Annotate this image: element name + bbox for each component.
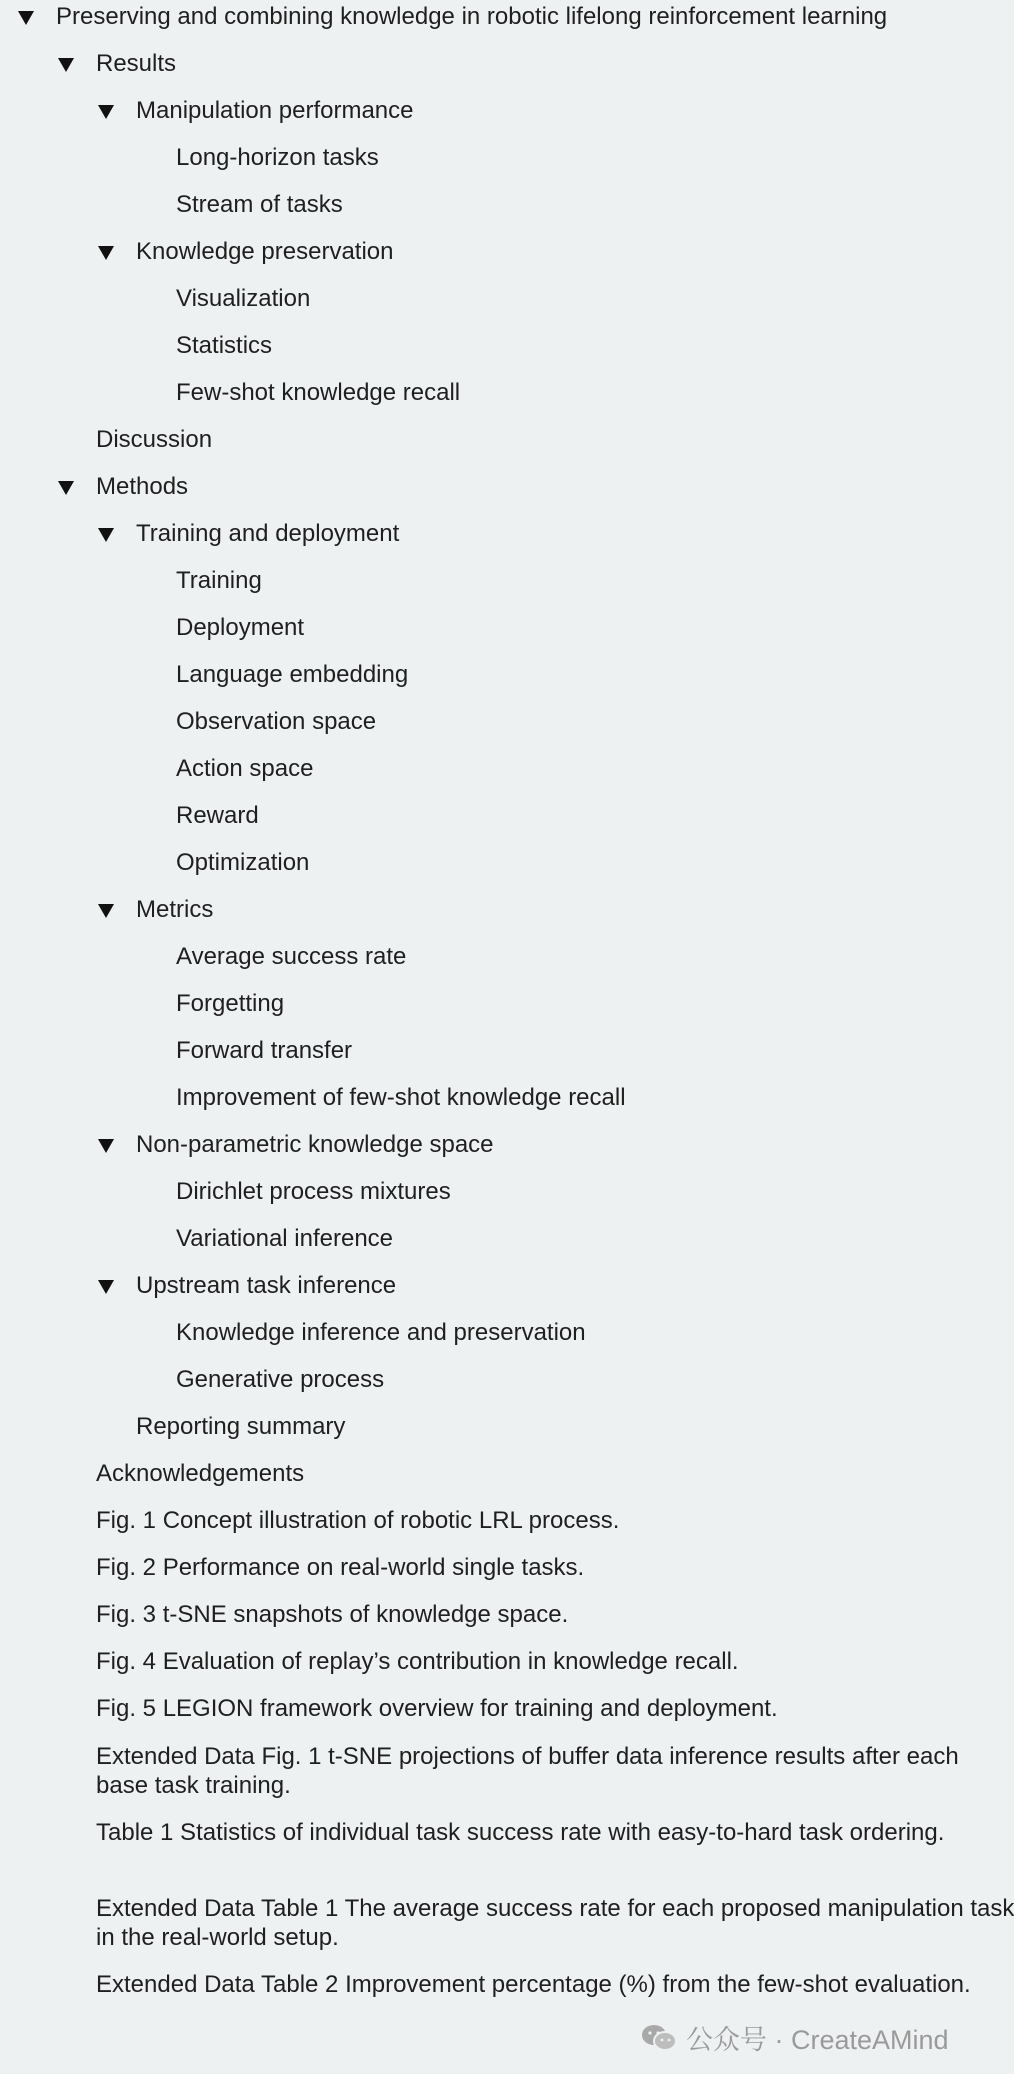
toc-item-results[interactable]: Results xyxy=(96,50,177,77)
toc-item-dirichlet-process-mixtures[interactable]: Dirichlet process mixtures xyxy=(176,1178,451,1205)
toc-item-training-and-deployment[interactable]: Training and deployment xyxy=(136,520,400,547)
toc-item-ext-table2[interactable]: Extended Data Table 2 Improvement percentage (%) from the few-shot evaluation. xyxy=(96,1971,971,1998)
toc-item-fig1[interactable]: Fig. 1 Concept illustration of robotic LRL process. xyxy=(96,1507,620,1534)
toc-item-knowledge-inference-and-preservation[interactable]: Knowledge inference and preservation xyxy=(176,1319,586,1346)
toc-item-stream-of-tasks[interactable]: Stream of tasks xyxy=(176,191,343,218)
collapse-triangle-icon[interactable] xyxy=(98,528,114,542)
toc-item-generative-process[interactable]: Generative process xyxy=(176,1366,385,1393)
collapse-triangle-icon[interactable] xyxy=(18,11,34,25)
toc-item-forward-transfer[interactable]: Forward transfer xyxy=(176,1037,353,1064)
collapse-triangle-icon[interactable] xyxy=(98,105,114,119)
toc-item-long-horizon-tasks[interactable]: Long-horizon tasks xyxy=(176,144,379,171)
wechat-icon xyxy=(640,2023,678,2053)
toc-item-manipulation-performance[interactable]: Manipulation performance xyxy=(136,97,414,124)
toc-item-discussion[interactable]: Discussion xyxy=(96,426,213,453)
toc-item-training[interactable]: Training xyxy=(176,567,262,594)
toc-item-methods[interactable]: Methods xyxy=(96,473,189,500)
toc-item-table1[interactable]: Table 1 Statistics of individual task success rate with easy-to-hard task ordering. xyxy=(96,1819,945,1846)
toc-item-knowledge-preservation[interactable]: Knowledge preservation xyxy=(136,238,394,265)
toc-item-deployment[interactable]: Deployment xyxy=(176,614,305,641)
toc-item-non-parametric-knowledge-space[interactable]: Non-parametric knowledge space xyxy=(136,1131,494,1158)
watermark xyxy=(640,2018,949,2057)
collapse-triangle-icon[interactable] xyxy=(58,481,74,495)
toc-item-action-space[interactable]: Action space xyxy=(176,755,314,782)
toc-item-title[interactable]: Preserving and combining knowledge in robotic lifelong reinforcement learning xyxy=(56,3,888,30)
collapse-triangle-icon[interactable] xyxy=(98,246,114,260)
toc-item-reporting-summary[interactable]: Reporting summary xyxy=(136,1413,346,1440)
collapse-triangle-icon[interactable] xyxy=(98,1139,114,1153)
toc-item-ext-fig1[interactable]: Extended Data Fig. 1 t-SNE projections of buffer data inference results after each base task training. xyxy=(96,1743,959,1799)
toc-item-visualization[interactable]: Visualization xyxy=(176,285,311,312)
toc-item-forgetting[interactable]: Forgetting xyxy=(176,990,285,1017)
toc-item-average-success-rate[interactable]: Average success rate xyxy=(176,943,407,970)
toc-item-metrics[interactable]: Metrics xyxy=(136,896,214,923)
toc-item-few-shot-knowledge-recall[interactable]: Few-shot knowledge recall xyxy=(176,379,461,406)
collapse-triangle-icon[interactable] xyxy=(98,1280,114,1294)
toc-item-language-embedding[interactable]: Language embedding xyxy=(176,661,409,688)
toc-item-upstream-task-inference[interactable]: Upstream task inference xyxy=(136,1272,397,1299)
toc-item-fig4[interactable]: Fig. 4 Evaluation of replay’s contribution in knowledge recall. xyxy=(96,1648,739,1675)
toc-item-statistics[interactable]: Statistics xyxy=(176,332,273,359)
toc-item-fig5[interactable]: Fig. 5 LEGION framework overview for training and deployment. xyxy=(96,1695,778,1722)
toc-item-optimization[interactable]: Optimization xyxy=(176,849,310,876)
toc-item-reward[interactable]: Reward xyxy=(176,802,259,829)
toc-item-improvement-few-shot[interactable]: Improvement of few-shot knowledge recall xyxy=(176,1084,626,1111)
toc-item-fig3[interactable]: Fig. 3 t-SNE snapshots of knowledge space. xyxy=(96,1601,569,1628)
toc-item-variational-inference[interactable]: Variational inference xyxy=(176,1225,394,1252)
toc-item-observation-space[interactable]: Observation space xyxy=(176,708,377,735)
collapse-triangle-icon[interactable] xyxy=(98,904,114,918)
toc-item-ext-table1[interactable]: Extended Data Table 1 The average success rate for each proposed manipulation task in the real-world setup. xyxy=(96,1895,1014,1951)
toc-item-fig2[interactable]: Fig. 2 Performance on real-world single tasks. xyxy=(96,1554,585,1581)
watermark-text: 公众号 · CreateAMind xyxy=(686,2025,949,2055)
collapse-triangle-icon[interactable] xyxy=(58,58,74,72)
toc-item-acknowledgements[interactable]: Acknowledgements xyxy=(96,1460,305,1487)
